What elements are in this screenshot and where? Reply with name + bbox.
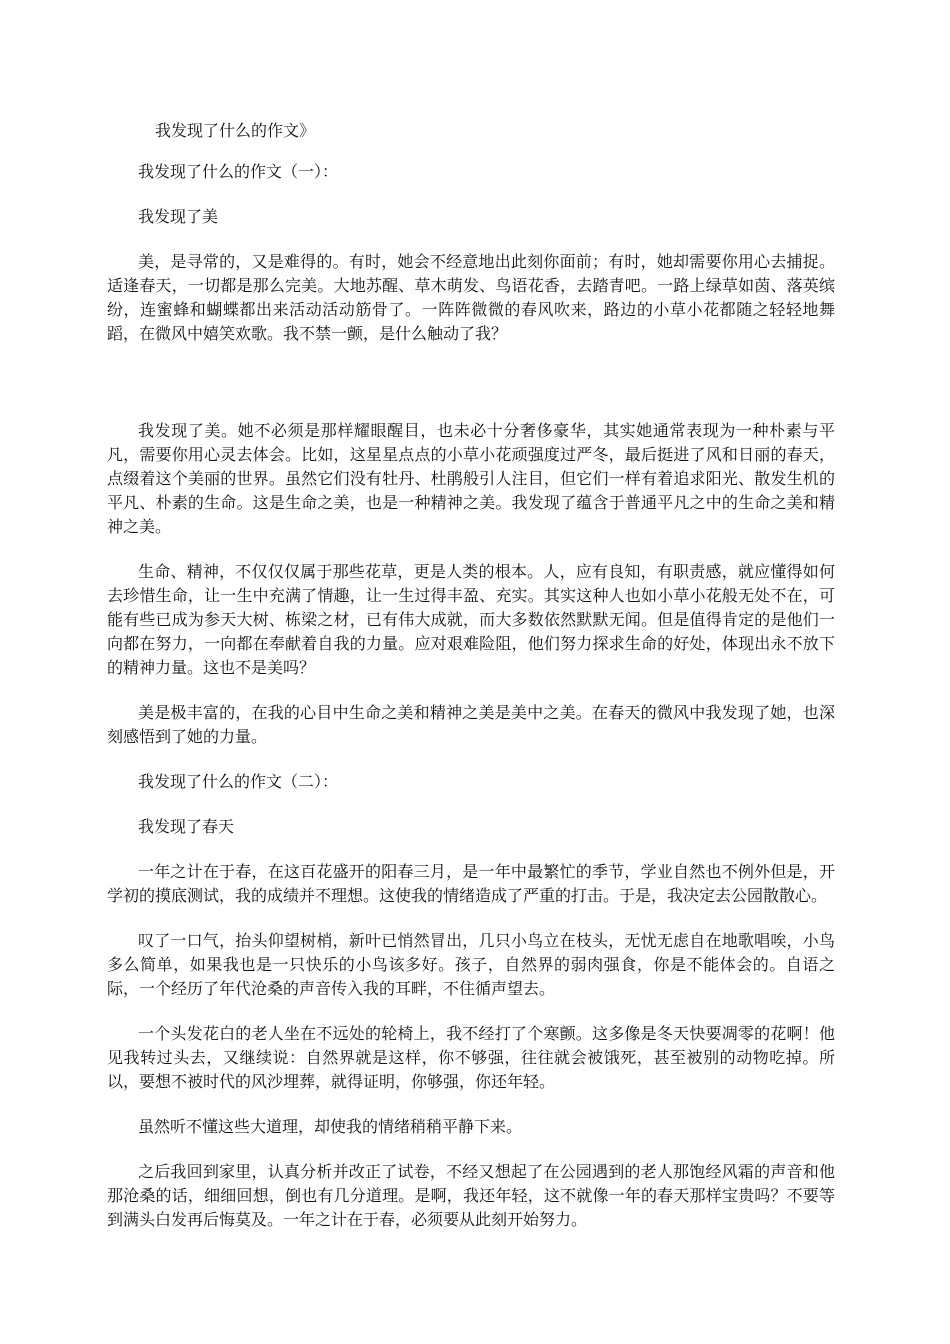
essay2-subtitle: 我发现了春天 — [138, 817, 235, 836]
document-title: 我发现了什么的作文》 — [155, 121, 316, 140]
essay1-paragraph: 美是极丰富的，在我的心目中生命之美和精神之美是美中之美。在春天的微风中我发现了她，也深刻感悟到了她的力量。 — [107, 703, 835, 746]
essay2-paragraph: 一个头发花白的老人坐在不远处的轮椅上，我不经打了个寒颤。这多像是冬天快要凋零的花啊！他见我转过头去，又继续说：自然界就是这样，你不够强，往往就会被饿死，甚至被别的动物吃掉。所以，要想不被时代的风沙埋葬，就得证明，你够强，你还年轻。 — [107, 1024, 835, 1091]
essay2-heading: 我发现了什么的作文（二）： — [138, 772, 339, 791]
essay2-paragraph: 叹了一口气，抬头仰望树梢，新叶已悄然冒出，几只小鸟立在枝头，无忧无虑自在地歌唱唉，小鸟多么简单，如果我也是一只快乐的小鸟该多好。孩子，自然界的弱肉强食，你是不能体会的。自语之际，一个经历了年代沧桑的声音传入我的耳畔，不住循声望去。 — [107, 931, 835, 998]
essay2-paragraph: 一年之计在于春，在这百花盛开的阳春三月，是一年中最繁忙的季节，学业自然也不例外但是，开学初的摸底测试，我的成绩并不理想。这使我的情绪造成了严重的打击。于是，我决定去公园散散心。 — [107, 862, 835, 905]
essay1-subtitle: 我发现了美 — [138, 207, 219, 226]
document-body — [107, 160, 835, 1253]
essay1-paragraph: 生命、精神，不仅仅仅属于那些花草，更是人类的根本。人，应有良知，有职责感，就应懂得如何去珍惜生命，让一生中充满了情趣，让一生过得丰盈、充实。其实这种人也如小草小花般无处不在，可能有些已成为参天大树、栋梁之材，已有伟大成就，而大多数依然默默无闻。但是值得肯定的是他们一向都在努力，一向都在奉献着自我的力量。应对艰难险阻，他们努力探求生命的好处，体现出永不放下的精神力量。这也不是美吗？ — [107, 562, 835, 677]
essay2-paragraph: 之后我回到家里，认真分析并改正了试卷，不经又想起了在公园遇到的老人那饱经风霜的声音和他那沧桑的话，细细回想，倒也有几分道理。是啊，我还年轻，这不就像一年的春天那样宝贵吗？不要等到满头白发再后悔莫及。一年之计在于春，必须要从此刻开始努力。 — [107, 1162, 835, 1229]
essay2-paragraph: 虽然听不懂这些大道理，却使我的情绪稍稍平静下来。 — [138, 1117, 523, 1136]
blank-spacer — [107, 367, 835, 419]
essay1-heading: 我发现了什么的作文（一）： — [138, 162, 339, 181]
essay1-paragraph: 我发现了美。她不必须是那样耀眼醒目，也未必十分奢侈豪华，其实她通常表现为一种朴素与平凡，需要你用心灵去体会。比如，这星星点点的小草小花顽强度过严冬，最后挺进了风和日丽的春天，点缀着这个美丽的世界。虽然它们没有牡丹、杜鹃般引人注目，但它们一样有着追求阳光、散发生机的平凡、朴素的生命。这是生命之美，也是一种精神之美。我发现了蕴含于普通平凡之中的生命之美和精神之美。 — [107, 421, 835, 536]
essay1-paragraph: 美，是寻常的，又是难得的。有时，她会不经意地出此刻你面前；有时，她却需要你用心去捕捉。适逢春天，一切都是那么完美。大地苏醒、草木萌发、鸟语花香，去踏青吧。一路上绿草如茵、落英缤纷，连蜜蜂和蝴蝶都出来活动活动筋骨了。一阵阵微微的春风吹来，路边的小草小花都随之轻轻地舞蹈，在微风中嬉笑欢歌。我不禁一颤，是什么触动了我？ — [107, 252, 835, 343]
